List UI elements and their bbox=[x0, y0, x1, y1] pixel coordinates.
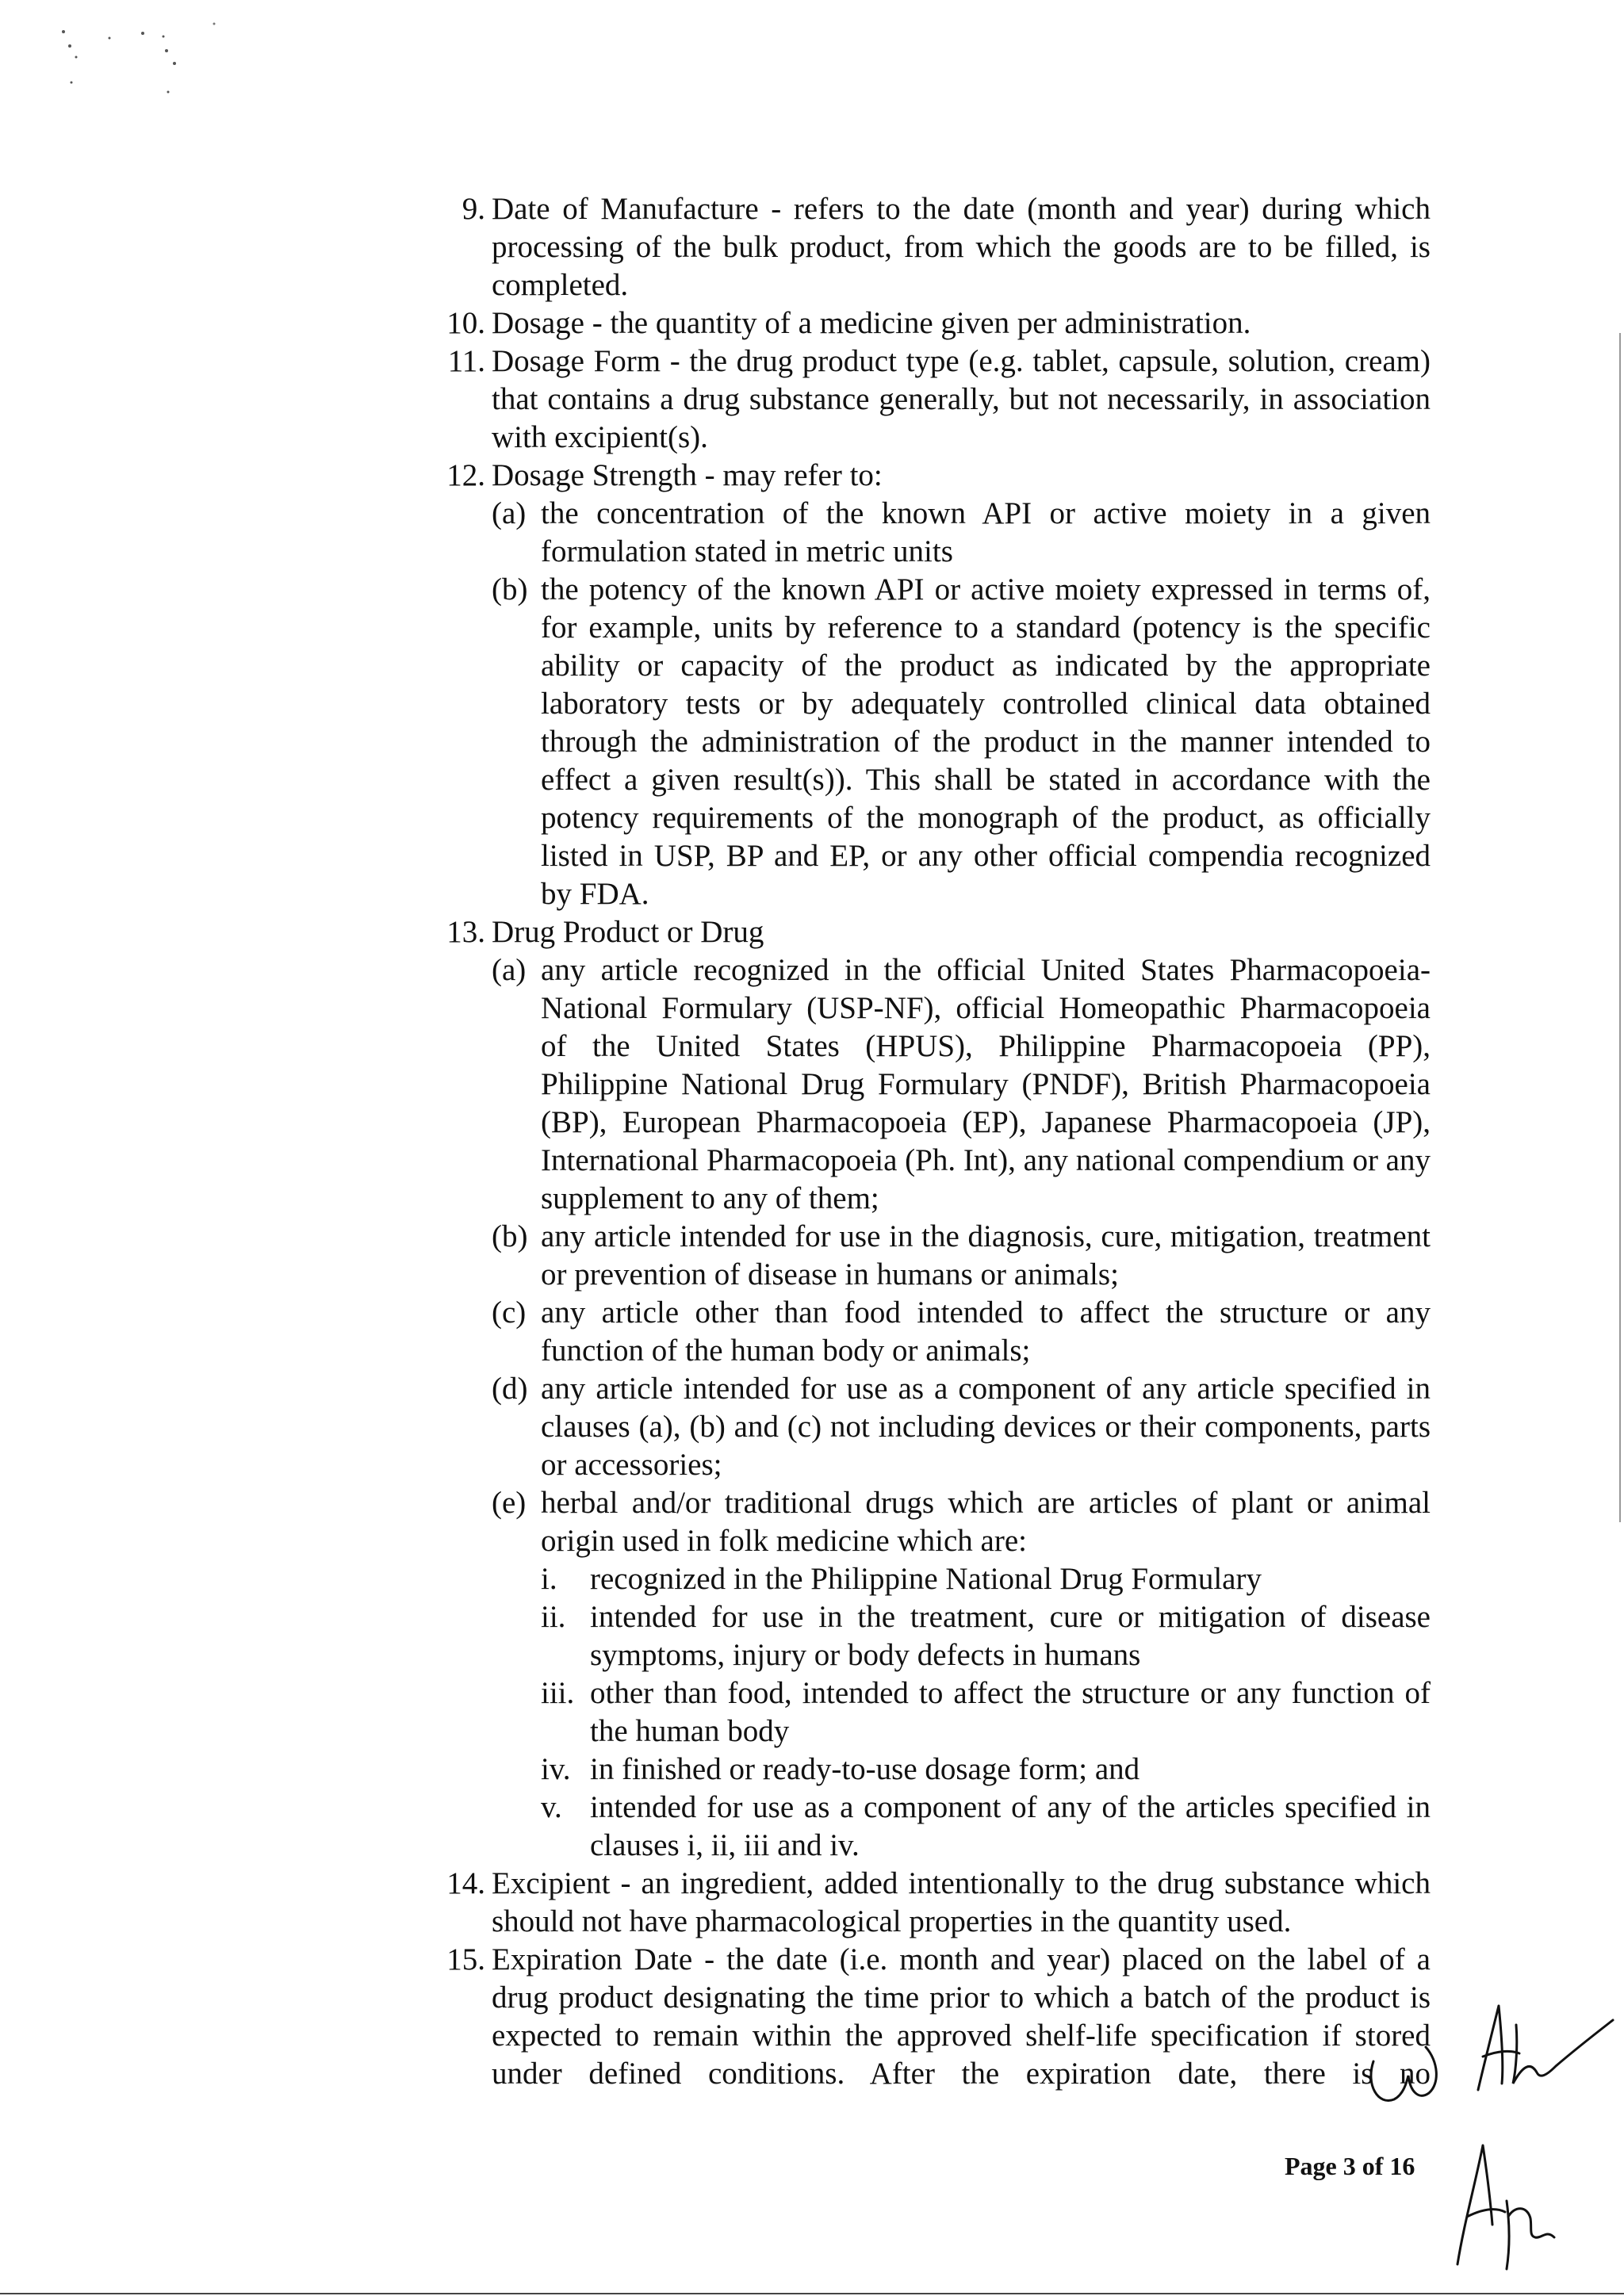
item-number: 9. bbox=[462, 192, 485, 226]
item-number: 15. bbox=[446, 1942, 485, 1976]
list-item bbox=[435, 913, 1431, 1865]
list-item bbox=[435, 457, 1431, 913]
item-text: Dosage - the quantity of a medicine given per administration. bbox=[492, 306, 1251, 340]
roman-item bbox=[541, 1598, 1431, 1674]
handwritten-initial-w bbox=[1362, 2030, 1450, 2117]
roman-item-text: recognized in the Philippine National Drug Formulary bbox=[590, 1562, 1262, 1596]
list-item bbox=[435, 1941, 1431, 2093]
sub-item bbox=[492, 951, 1431, 1218]
roman-item-label: iii. bbox=[541, 1676, 575, 1710]
item-number: 11. bbox=[447, 344, 485, 378]
item-text: Date of Manufacture - refers to the date (month and year) during which processing of the bulk product, from which the goods are to be filled, is completed. bbox=[492, 192, 1431, 302]
list-item bbox=[435, 190, 1431, 304]
item-number: 12. bbox=[446, 458, 485, 492]
item-text: Dosage Strength - may refer to: bbox=[492, 458, 883, 492]
sub-item bbox=[492, 1370, 1431, 1484]
roman-item bbox=[541, 1789, 1431, 1865]
sub-item bbox=[492, 495, 1431, 571]
handwritten-signature-bottom bbox=[1443, 2130, 1602, 2272]
roman-item-label: iv. bbox=[541, 1752, 571, 1786]
sub-item-label: (b) bbox=[492, 572, 528, 607]
sub-item-label: (e) bbox=[492, 1486, 527, 1520]
sub-item bbox=[492, 1484, 1431, 1865]
sub-item bbox=[492, 1218, 1431, 1294]
sub-item-label: (a) bbox=[492, 496, 527, 530]
scan-edge-right bbox=[1619, 333, 1621, 1522]
sub-item bbox=[492, 571, 1431, 913]
sub-item bbox=[492, 1294, 1431, 1370]
sub-item-label: (b) bbox=[492, 1219, 528, 1253]
item-text: Excipient - an ingredient, added intentionally to the drug substance which should not have pharmacological properties in the quantity used. bbox=[492, 1866, 1431, 1938]
handwritten-signature-top bbox=[1467, 1990, 1618, 2101]
sub-item-label: (d) bbox=[492, 1372, 528, 1406]
sub-item-label: (c) bbox=[492, 1295, 527, 1330]
item-number: 10. bbox=[446, 306, 485, 340]
definitions-list bbox=[435, 190, 1431, 2093]
roman-item-label: i. bbox=[541, 1562, 557, 1596]
item-number: 14. bbox=[446, 1866, 485, 1900]
sub-item-text: any article other than food intended to affect the structure or any function of the human body or animals; bbox=[541, 1295, 1431, 1368]
page-number: Page 3 of 16 bbox=[1285, 2152, 1415, 2180]
sub-item-text: the potency of the known API or active moiety expressed in terms of, for example, units by reference to a standard (potency is the specific ability or capacity of the product as indicated by the appropriate laboratory tests or by adequately controlled clinical data obtained through the administration of the product in the manner intended to effect a given result(s)). This shall be stated in accordance with the potency requirements of the monograph of the product, as officially listed in USP, BP and EP, or any other official compendia recognized by FDA. bbox=[541, 572, 1431, 911]
item-text: Drug Product or Drug bbox=[492, 915, 764, 949]
list-item bbox=[435, 304, 1431, 342]
roman-item-label: ii. bbox=[541, 1600, 566, 1634]
sub-item-text: any article intended for use as a component of any article specified in clauses (a), (b) and (c) not including devices or their components, parts or accessories; bbox=[541, 1372, 1431, 1482]
sub-item-label: (a) bbox=[492, 953, 527, 987]
scan-specks bbox=[48, 16, 238, 103]
roman-item-label: v. bbox=[541, 1790, 562, 1824]
scan-edge-bottom bbox=[0, 2293, 1624, 2294]
sub-item-text: any article recognized in the official United States Pharmacopoeia-National Formulary (USP-NF), official Homeopathic Pharmacopoeia of the United States (HPUS), Philippine Pharmacopoeia (PP), Philippine National Drug Formulary (PNDF), British Pharmacopoeia (BP), European Pharmacopoeia (EP), Japanese Pharmacopoeia (JP), International Pharmacopoeia (Ph. Int), any national compendium or any supplement to any of them; bbox=[541, 953, 1431, 1215]
list-item bbox=[435, 1865, 1431, 1941]
roman-item bbox=[541, 1751, 1431, 1789]
roman-item bbox=[541, 1560, 1431, 1598]
roman-item-text: other than food, intended to affect the structure or any function of the human body bbox=[590, 1676, 1431, 1748]
item-text: Expiration Date - the date (i.e. month and year) placed on the label of a drug product designating the time prior to which a batch of the product is expected to remain within the approved shelf-life specification if stored under defined conditions. After the expiration date, there is no bbox=[492, 1942, 1431, 2091]
roman-item-text: in finished or ready-to-use dosage form; and bbox=[590, 1752, 1140, 1786]
sub-item-text: the concentration of the known API or active moiety in a given formulation stated in metric units bbox=[541, 496, 1431, 568]
sub-item-text: herbal and/or traditional drugs which are articles of plant or animal origin used in folk medicine which are: bbox=[541, 1486, 1431, 1558]
list-item bbox=[435, 342, 1431, 457]
roman-item-text: intended for use in the treatment, cure or mitigation of disease symptoms, injury or body defects in humans bbox=[590, 1600, 1431, 1672]
item-text: Dosage Form - the drug product type (e.g. tablet, capsule, solution, cream) that contains a drug substance generally, but not necessarily, in association with excipient(s). bbox=[492, 344, 1431, 454]
sub-item-text: any article intended for use in the diagnosis, cure, mitigation, treatment or prevention of disease in humans or animals; bbox=[541, 1219, 1431, 1292]
roman-item-text: intended for use as a component of any of the articles specified in clauses i, ii, iii and iv. bbox=[590, 1790, 1431, 1862]
item-number: 13. bbox=[446, 915, 485, 949]
roman-item bbox=[541, 1674, 1431, 1751]
